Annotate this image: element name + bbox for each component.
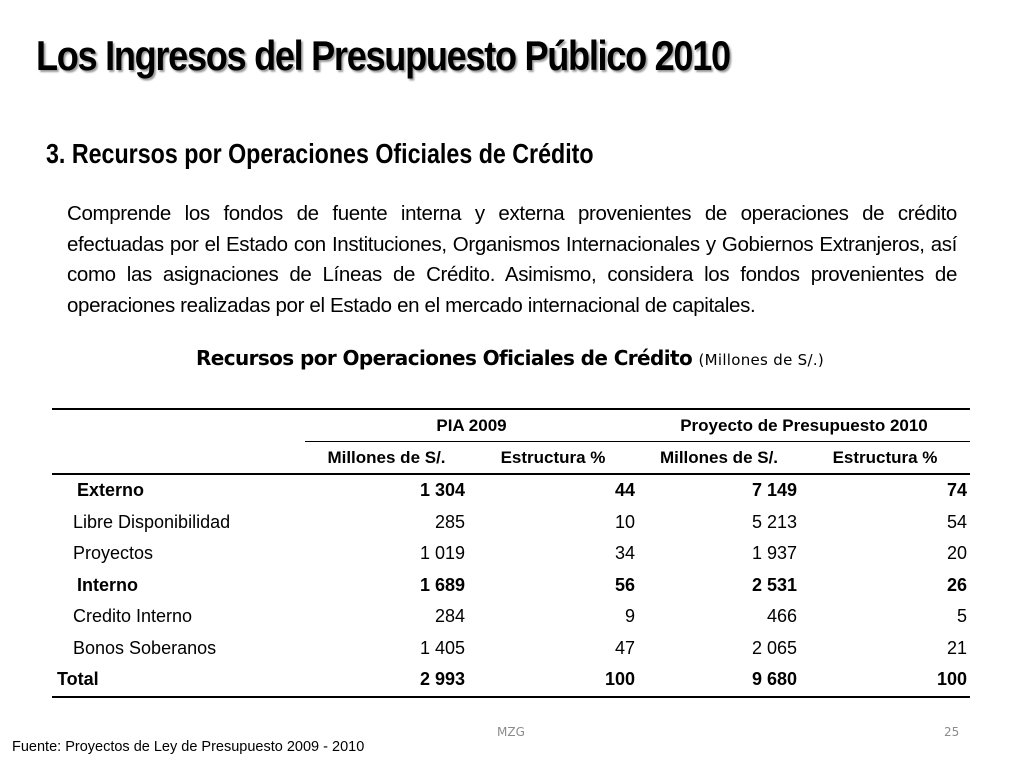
table-row-libre-disponibilidad: [52, 507, 970, 539]
footer-author: MZG: [497, 725, 525, 739]
cell-pia-millones: 1 689: [419, 574, 465, 595]
cell-pia-estructura: 100: [468, 664, 638, 697]
header-blank-cell: [52, 409, 305, 442]
cell-proy-millones: 9 680: [638, 664, 800, 697]
cell-proy-estructura: 26: [946, 574, 967, 595]
row-label: Total: [52, 664, 305, 697]
header-proy-estructura: Estructura %: [800, 442, 970, 475]
cell-proy-millones: 5 213: [751, 511, 797, 532]
table-title: Recursos por Operaciones Oficiales de Crédito: [195, 346, 693, 370]
page-number: 25: [944, 725, 960, 739]
cell-pia-millones: 1 019: [419, 543, 465, 564]
header-proyecto-2010: Proyecto de Presupuesto 2010: [638, 409, 970, 442]
cell-pia-estructura: 34: [614, 543, 635, 564]
cell-proy-estructura: 74: [946, 480, 967, 501]
table-unit: (Millones de S/.): [698, 351, 825, 369]
table-row-externo: [52, 474, 970, 507]
table-sub-header-row: [52, 442, 970, 475]
credit-resources-table: [52, 408, 970, 698]
cell-pia-millones: 284: [434, 606, 465, 627]
row-label: Bonos Soberanos: [73, 637, 217, 658]
section-description: Comprende los fondos de fuente interna y externa provenientes de operaciones de crédito efectuadas por el Estado con Instituciones, Organismos Internacionales y Gobiernos Extranjeros, así como las asignaciones de Líneas de Crédito. Asimismo, considera los fondos provenientes de operaciones realizadas por el Estado en el mercado internacional de capitales.: [67, 202, 957, 317]
cell-pia-millones: 2 993: [305, 664, 468, 697]
table-caption: [150, 343, 870, 375]
header-pia-millones: Millones de S/.: [305, 442, 468, 475]
cell-proy-estructura: 100: [800, 664, 970, 697]
cell-proy-millones: 7 149: [751, 480, 797, 501]
cell-pia-estructura: 47: [614, 637, 635, 658]
cell-proy-estructura: 20: [946, 543, 967, 564]
cell-pia-estructura: 44: [614, 480, 635, 501]
section-subtitle: 3. Recursos por Operaciones Oficiales de Crédito: [46, 138, 594, 169]
row-label: Libre Disponibilidad: [73, 511, 231, 532]
table-row-bonos-soberanos: [52, 633, 970, 665]
cell-pia-millones: 1 405: [419, 637, 465, 658]
table-group-header-row: [52, 409, 970, 442]
table-row-credito-interno: [52, 601, 970, 633]
slide-title: Los Ingresos del Presupuesto Público 2010: [36, 32, 730, 79]
cell-proy-estructura: 54: [946, 511, 967, 532]
header-proy-millones: Millones de S/.: [638, 442, 800, 475]
cell-pia-estructura: 9: [624, 606, 635, 627]
cell-proy-millones: 466: [766, 606, 797, 627]
header-pia-2009: PIA 2009: [305, 409, 638, 442]
cell-pia-millones: 1 304: [419, 480, 465, 501]
cell-pia-millones: 285: [434, 511, 465, 532]
cell-pia-estructura: 56: [614, 574, 635, 595]
header-blank-cell: [52, 442, 305, 475]
cell-proy-millones: 2 065: [751, 637, 797, 658]
cell-proy-millones: 1 937: [751, 543, 797, 564]
row-label: Externo: [77, 480, 145, 501]
header-pia-estructura: Estructura %: [468, 442, 638, 475]
table-row-total: [52, 664, 970, 697]
table-row-proyectos: [52, 538, 970, 570]
cell-proy-millones: 2 531: [751, 574, 797, 595]
cell-proy-estructura: 21: [946, 637, 967, 658]
row-label: Credito Interno: [73, 606, 193, 627]
table-row-interno: [52, 570, 970, 602]
cell-pia-estructura: 10: [614, 511, 635, 532]
row-label: Interno: [77, 574, 138, 595]
row-label: Proyectos: [73, 543, 154, 564]
cell-proy-estructura: 5: [956, 606, 967, 627]
source-note: Fuente: Proyectos de Ley de Presupuesto 2009 - 2010: [12, 739, 365, 755]
